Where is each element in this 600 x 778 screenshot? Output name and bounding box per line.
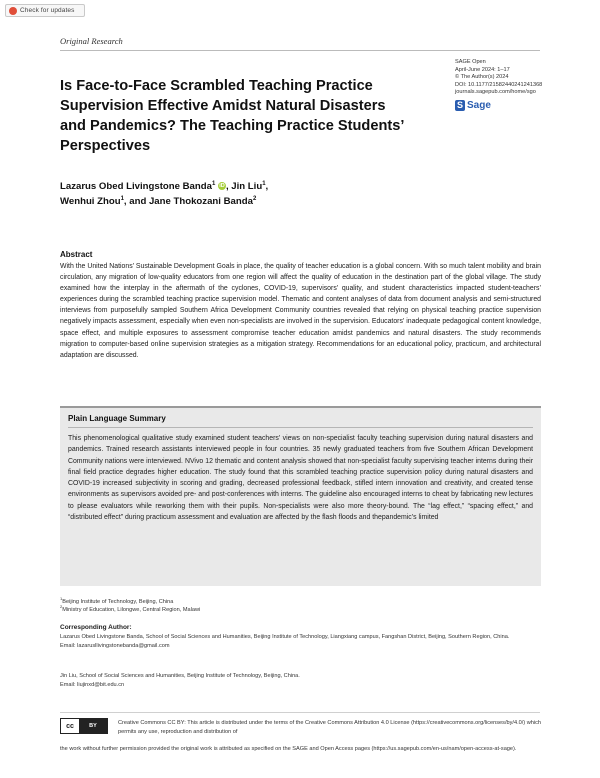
copyright: © The Author(s) 2024 xyxy=(455,74,509,80)
affiliation-2-text: Ministry of Education, Lilongwe, Central Region, Malawi xyxy=(62,607,201,613)
sage-logo[interactable] xyxy=(455,100,491,111)
license-text-1: Creative Commons CC BY: This article is distributed under the terms of the Creative Commons Attribution 4.0 License (https://creativecommons.org/licenses/by/4.0/) which permits any use, reproduction and distribution of xyxy=(118,720,542,735)
article-title: Is Face-to-Face Scrambled Teaching Practice Supervision Effective Amidst Natural Disasters and Pandemics? The Teaching Practice Students’ Perspectives xyxy=(60,78,404,154)
update-icon xyxy=(9,7,17,15)
pls-text: This phenomenological qualitative study examined student teachers’ views on non-specialist faculty teaching supervision during natural disasters and pandemics. Trained research assistants interviewed people in four countries. 35 newly graduated teachers from five Southern African Development Community nations were interviewed. NVivo 12 thematic and content analysis showed that non-specialist faculty supervising teacher interns during their final field practice degrades higher education. The study found that this scrambled teaching practice supervision policy during natural disasters and COVID-19 increased subjectivity in scoring and grading, decreased professional feedback, stifled intern innovation and creativity, and created tense environments as supervisors avoided pre- and post-conferences with interns. The guideline also encouraged interns to cheat by fabricating new lectures to please evaluators while reworking them with their pupils. Non-specialists were also more theory-bound. The “lag effect,” “spacing effect,” and “distributed effect” during practicum assessment and evaluation are affected by the flash floods and thepandemic’s limited xyxy=(68,435,533,522)
affiliation-1-text: Beijing Institute of Technology, Beijing, China xyxy=(62,599,174,605)
author-4: , and Jane Thokozani Banda xyxy=(123,196,253,207)
sage-s-icon: S xyxy=(456,100,463,110)
author-1: Lazarus Obed Livingstone Banda xyxy=(60,181,212,192)
badge-label: Check for updates xyxy=(20,7,75,14)
author-4-affil: 2 xyxy=(252,195,257,202)
author-list xyxy=(60,179,360,209)
corresponding-2-email[interactable]: Email: liujinxd@bit.edu.cn xyxy=(60,681,125,688)
cc-logo-right: BY xyxy=(79,719,107,733)
author-3-affil: 1 xyxy=(120,195,124,202)
affiliation-1-sup: 1 xyxy=(60,596,63,602)
journal-meta xyxy=(455,59,565,97)
section-label: Original Research xyxy=(60,36,123,46)
abstract-text: With the United Nations’ Sustainable Development Goals in place, the quality of teacher education is a global concern. With so much talent mobility and brain circulation, any migration of low-quality educators from one region will affect the quality of education in the destination part of the global village. The study examined how the interplay in the aftermath of the cyclones, COVID-19, supervisors’ quality, and student characteristics impacted student-teachers’ experiences during the scrambled teaching practice supervision model. Thematic and content analyses of data from document analysis and semi-structured interviews from purposefully sampled Southern Africa Development Community countries revealed that relying on physical teaching practice supervision negatively impacts assessment, especially when even non-specialists are involved in the supervision. Educators’ inadequate pedagogical content knowledge, space effect, and multiple exposures to assessment compromise teacher education amidst pandemics and natural disasters. The study recommends migration to computer-based online supervision strategies as a mitigation strategy. Recommendations for an educational policy, practicum, and architectural adaptation are discussed. xyxy=(60,263,541,359)
cc-by-icon[interactable] xyxy=(60,718,108,734)
author-1-affil: 1 xyxy=(211,180,216,187)
affiliation-1 xyxy=(60,598,200,606)
doi-link[interactable]: DOI: 10.1177/21582440241241368 xyxy=(455,81,543,88)
affiliations xyxy=(60,598,200,614)
abstract-heading: Abstract xyxy=(60,250,93,259)
journal-name: SAGE Open xyxy=(455,59,486,65)
pls-heading: Plain Language Summary xyxy=(68,414,166,423)
check-for-updates-badge[interactable] xyxy=(5,4,85,17)
license-text-2: the work without further permission provided the original work is attributed as specified on the SAGE and Open Access pages (https://us.sagepub.com/en-us/nam/open-access-at-sage). xyxy=(60,746,517,752)
journal-issue: April-June 2024: 1–17 xyxy=(455,66,510,73)
author-3: Wenhui Zhou xyxy=(60,196,121,207)
corresponding-1-email[interactable]: Email: lazarusllivingstonebanda@gmail.com xyxy=(60,642,170,649)
plain-language-summary xyxy=(60,406,541,586)
corresponding-author-2 xyxy=(60,672,545,689)
corresponding-author-1 xyxy=(60,633,545,650)
author-2: , Jin Liu xyxy=(225,181,263,192)
license-divider xyxy=(60,712,540,713)
header-divider xyxy=(60,50,540,51)
orcid-icon[interactable]: iD xyxy=(219,183,225,190)
sage-wordmark: Sage xyxy=(467,100,491,111)
corresponding-2-address: Jin Liu, School of Social Sciences and Humanities, Beijing Institute of Technology, Beijing, China. xyxy=(60,673,300,679)
corresponding-1-address: Lazarus Obed Livingstone Banda, School of Social Sciences and Humanities, Beijing Institute of Technology, Liangxiang campus, Fangshan District, Beijing, Southern Region, China. xyxy=(60,634,510,640)
author-separator: , xyxy=(265,181,269,192)
journal-url[interactable]: journals.sagepub.com/home/sgo xyxy=(455,89,536,95)
affiliation-2 xyxy=(60,606,200,614)
affiliation-2-sup: 2 xyxy=(60,604,63,610)
corresponding-heading: Corresponding Author: xyxy=(60,624,132,631)
author-2-affil: 1 xyxy=(262,180,266,187)
cc-logo-left: cc xyxy=(61,719,79,733)
pls-divider xyxy=(68,427,533,428)
